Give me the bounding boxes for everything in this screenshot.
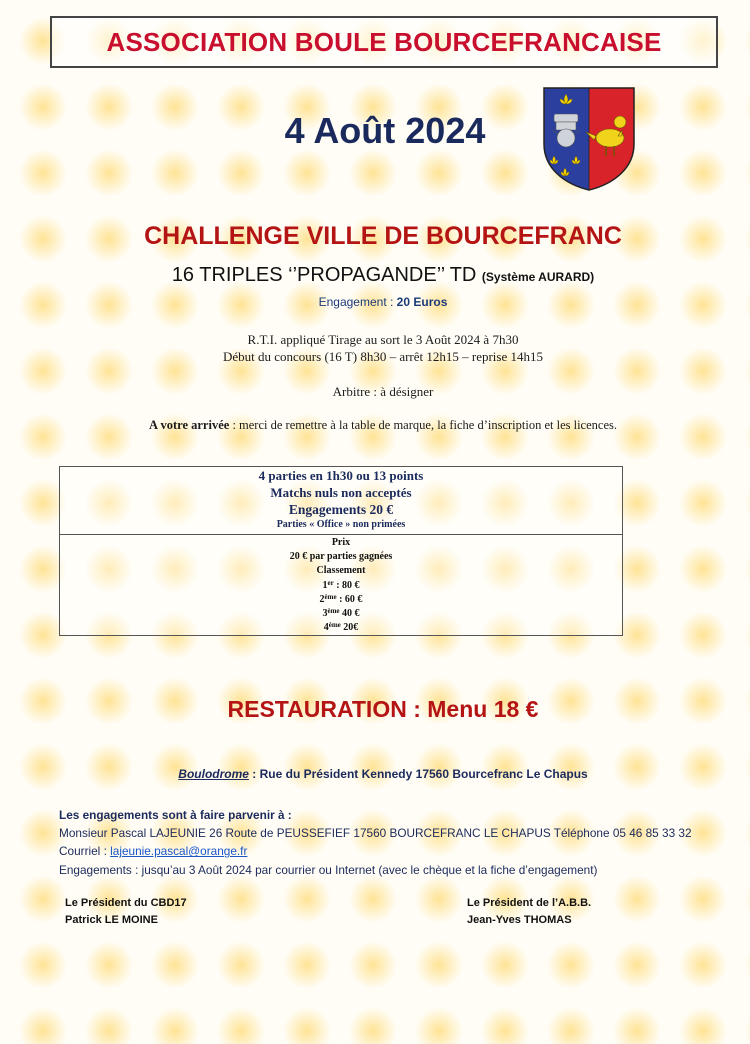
system-text: (Système AURARD) (481, 270, 595, 284)
place-row (60, 621, 622, 635)
rules-parties: 4 parties en 1h30 ou 13 points (258, 468, 424, 483)
engagement-value: 20 Euros (396, 295, 448, 309)
rules-engagements: Engagements 20 € (288, 502, 394, 517)
signature-right (467, 895, 591, 929)
rules-bottom-cell (60, 535, 622, 635)
signature-right-name: Jean-Yves THOMAS (467, 914, 572, 926)
place-rank: 4 (323, 622, 329, 634)
event-date: 4 Août 2024 (284, 110, 486, 151)
place-rank: 1 (322, 579, 328, 591)
contact-deadline: Engagements : jusqu’au 3 Août 2024 par courrier ou Internet (avec le chèque et la fiche d’engagement) (59, 862, 598, 877)
contact-email-line (59, 842, 739, 860)
challenge-title: CHALLENGE VILLE DE BOURCEFRANC (144, 222, 622, 250)
contact-heading: Les engagements sont à faire parvenir à : (59, 808, 292, 822)
place-row (60, 579, 622, 593)
debut-line: Début du concours (16 T) 8h30 – arrêt 12h15 – reprise 14h15 (223, 349, 543, 364)
rules-classement: Classement (316, 565, 366, 577)
place-rank: 3 (322, 608, 328, 620)
place-rank: 2 (319, 593, 325, 605)
place-prize: 20€ (340, 622, 359, 634)
rules-office: Parties « Office » non primées (276, 519, 406, 530)
arrivee-text: : merci de remettre à la table de marque, la fiche d’inscription et les licences. (229, 418, 617, 432)
email-link[interactable]: lajeunie.pascal@orange.fr (110, 844, 248, 859)
arrivee-label: A votre arrivée (149, 418, 230, 432)
rti-line: R.T.I. appliqué Tirage au sort le 3 Août 2024 à 7h30 (247, 332, 519, 347)
place-row (60, 593, 622, 607)
association-title-text: ASSOCIATION BOULE BOURCEFRANCAISE (106, 26, 662, 57)
place-prize: : 80 € (333, 579, 360, 591)
signature-left (65, 895, 187, 929)
arbitre-line: Arbitre : à désigner (332, 384, 434, 399)
boulodrome-line (0, 767, 750, 781)
coat-of-arms-icon (542, 86, 636, 192)
rules-par-partie: 20 € par parties gagnées (289, 551, 393, 563)
place-prize: 40 € (339, 608, 360, 620)
boulodrome-address: : Rue du Président Kennedy 17560 Bourcefranc Le Chapus (248, 767, 588, 781)
signature-left-name: Patrick LE MOINE (65, 914, 158, 926)
place-row (60, 607, 622, 621)
engagement-label: Engagement : (318, 295, 397, 309)
place-suffix: ème (328, 621, 341, 630)
place-suffix: ème (324, 592, 337, 601)
place-suffix: er (327, 578, 334, 587)
triples-line (0, 264, 750, 287)
association-title (50, 16, 718, 68)
signature-left-title: Le Président du CBD17 (65, 897, 187, 909)
email-label: Courriel : (59, 844, 111, 859)
rules-top-cell (60, 467, 622, 535)
boulodrome-label: Boulodrome (178, 767, 249, 781)
rules-nuls: Matchs nuls non acceptés (270, 485, 412, 500)
signature-right-title: Le Président de l’A.B.B. (467, 897, 592, 909)
contact-address: Monsieur Pascal LAJEUNIE 26 Route de PEUSSEFIEF 17560 BOURCEFRANC LE CHAPUS Téléphone 05 46 85 33 32 (59, 826, 692, 841)
restauration-heading: RESTAURATION : Menu 18 € (227, 696, 539, 722)
place-prize: : 60 € (336, 593, 363, 605)
rules-prix: Prix (331, 537, 351, 548)
rules-table (59, 466, 623, 636)
engagement-line (0, 295, 750, 309)
triples-text: 16 TRIPLES ‘’PROPAGANDE’’ TD (171, 264, 477, 286)
place-suffix: ème (327, 607, 340, 616)
contact-block (59, 806, 739, 879)
arrivee-line (0, 418, 750, 433)
